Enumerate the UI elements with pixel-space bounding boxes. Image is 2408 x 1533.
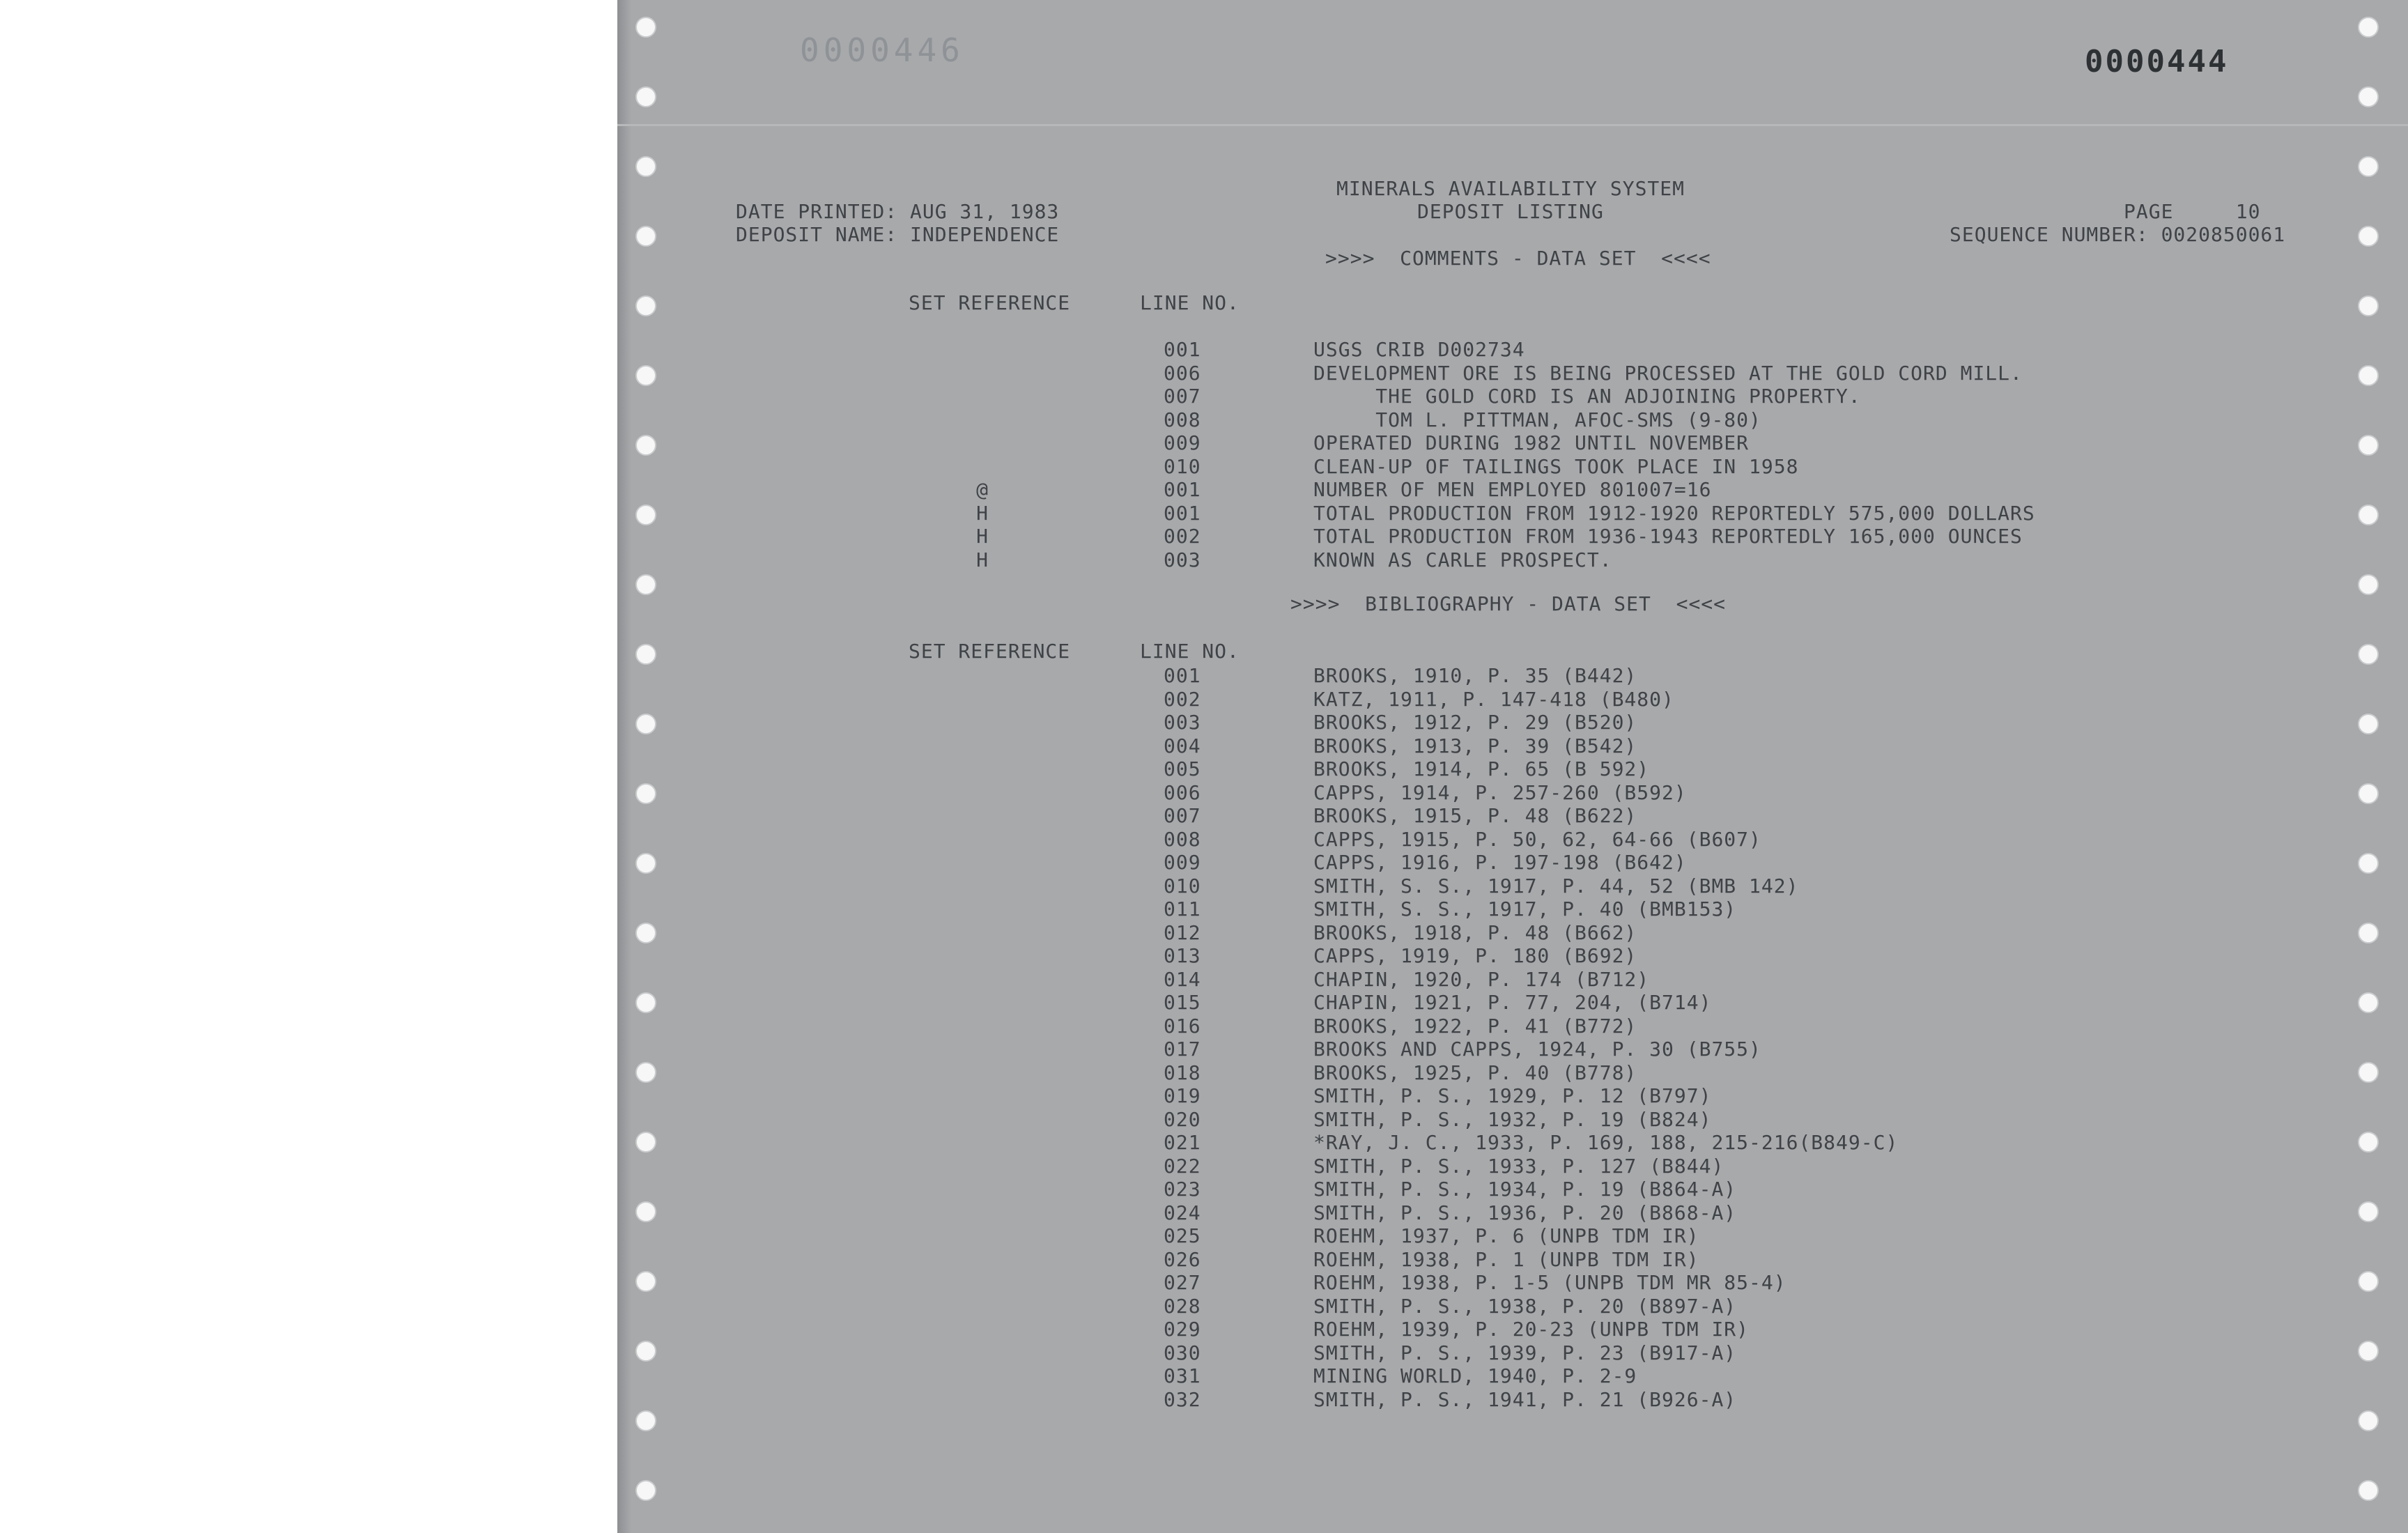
- line-number-cell: 003: [1164, 711, 1201, 734]
- feed-hole: [635, 17, 656, 38]
- comments-section-title: >>>> COMMENTS - DATA SET <<<<: [1325, 247, 1711, 270]
- perforation-line: [617, 124, 2408, 126]
- entry-text-cell: TOM L. PITTMAN, AFOC-SMS (9-80): [1313, 408, 1761, 431]
- entry-text-cell: BROOKS, 1914, P. 65 (B 592): [1313, 757, 1650, 780]
- feed-hole: [2358, 226, 2379, 247]
- table-row: [617, 1061, 2290, 1084]
- entry-text-cell: BROOKS, 1922, P. 41 (B772): [1313, 1014, 1637, 1038]
- entry-text-cell: SMITH, P. S., 1932, P. 19 (B824): [1313, 1107, 1712, 1131]
- table-row: [617, 1201, 2290, 1224]
- table-row: [617, 711, 2290, 734]
- line-number-cell: 015: [1164, 991, 1201, 1014]
- entry-text-cell: BROOKS, 1912, P. 29 (B520): [1313, 711, 1637, 734]
- line-number-cell: 019: [1164, 1084, 1201, 1107]
- entry-text-cell: SMITH, S. S., 1917, P. 44, 52 (BMB 142): [1313, 874, 1799, 898]
- table-row: [617, 688, 2290, 711]
- table-row: [617, 1295, 2290, 1318]
- line-number-cell: 026: [1164, 1247, 1201, 1271]
- line-number-cell: 032: [1164, 1387, 1201, 1411]
- line-number-cell: 022: [1164, 1154, 1201, 1178]
- feed-hole: [2358, 1410, 2379, 1431]
- entry-text-cell: CHAPIN, 1921, P. 77, 204, (B714): [1313, 991, 1712, 1014]
- feed-hole: [2358, 156, 2379, 177]
- feed-hole: [2358, 923, 2379, 943]
- feed-hole: [2358, 504, 2379, 525]
- listing-title: DEPOSIT LISTING: [1417, 200, 1604, 223]
- feed-hole: [2358, 783, 2379, 804]
- feed-hole: [2358, 644, 2379, 665]
- table-row: [617, 991, 2290, 1014]
- line-number-cell: 011: [1164, 898, 1201, 920]
- line-number-cell: 008: [1164, 408, 1201, 431]
- table-row: [617, 1248, 2290, 1271]
- entry-text-cell: ROEHM, 1938, P. 1-5 (UNPB TDM MR 85-4): [1313, 1271, 1786, 1294]
- feed-hole: [2358, 435, 2379, 456]
- bibliography-section-title: >>>> BIBLIOGRAPHY - DATA SET <<<<: [1290, 592, 1727, 615]
- table-row: [617, 734, 2290, 757]
- entry-text-cell: ROEHM, 1939, P. 20-23 (UNPB TDM IR): [1313, 1318, 1750, 1341]
- table-row: [617, 385, 2290, 408]
- feed-hole: [635, 86, 656, 107]
- entry-text-cell: USGS CRIB D002734: [1313, 338, 1525, 361]
- line-number-cell: 005: [1164, 757, 1201, 780]
- entry-text-cell: BROOKS, 1918, P. 48 (B662): [1313, 920, 1637, 944]
- table-row: [617, 1155, 2290, 1178]
- feed-hole: [635, 1410, 656, 1431]
- entry-text-cell: SMITH, P. S., 1934, P. 19 (B864-A): [1313, 1178, 1737, 1201]
- line-number-cell: 008: [1164, 827, 1201, 851]
- entry-text-cell: *RAY, J. C., 1933, P. 169, 188, 215-216(B849-C): [1313, 1131, 1899, 1154]
- table-row: [617, 1271, 2290, 1294]
- feed-hole: [2358, 992, 2379, 1013]
- feed-hole: [2358, 17, 2379, 38]
- line-number-cell: 013: [1164, 944, 1201, 967]
- feed-hole: [635, 156, 656, 177]
- table-row: [617, 1038, 2290, 1061]
- line-number-cell: 006: [1164, 780, 1201, 804]
- line-number-cell: 001: [1164, 501, 1201, 525]
- line-number-cell: 014: [1164, 967, 1201, 991]
- entry-text-cell: CHAPIN, 1920, P. 174 (B712): [1313, 967, 1650, 991]
- line-number-cell: 006: [1164, 361, 1201, 385]
- bibliography-col-set-reference: SET REFERENCE: [909, 640, 1071, 663]
- comments-col-set-reference: SET REFERENCE: [909, 291, 1071, 314]
- entry-text-cell: BROOKS AND CAPPS, 1924, P. 30 (B755): [1313, 1038, 1761, 1061]
- deposit-name: DEPOSIT NAME: INDEPENDENCE: [736, 223, 1060, 246]
- table-row: [617, 1108, 2290, 1131]
- table-row: [617, 478, 2290, 501]
- entry-text-cell: ROEHM, 1938, P. 1 (UNPB TDM IR): [1313, 1247, 1699, 1271]
- printout-sheet: [617, 0, 2408, 1533]
- feed-hole: [2358, 1480, 2379, 1501]
- feed-hole: [635, 644, 656, 665]
- table-row: [617, 1084, 2290, 1107]
- entry-text-cell: SMITH, P. S., 1936, P. 20 (B868-A): [1313, 1201, 1737, 1224]
- entry-text-cell: TOTAL PRODUCTION FROM 1912-1920 REPORTEDLY 575,000 DOLLARS: [1313, 501, 2035, 525]
- feed-hole: [2358, 86, 2379, 107]
- feed-hole: [2358, 714, 2379, 734]
- line-number-cell: 002: [1164, 687, 1201, 711]
- line-number-cell: 018: [1164, 1061, 1201, 1084]
- line-number-cell: 031: [1164, 1364, 1201, 1387]
- table-row: [617, 968, 2290, 991]
- line-number-cell: 001: [1164, 664, 1201, 687]
- table-row: [617, 804, 2290, 827]
- table-row: [617, 757, 2290, 780]
- set-reference-cell: H: [976, 548, 989, 571]
- table-row: [617, 828, 2290, 851]
- comments-col-line-no: LINE NO.: [1140, 291, 1240, 314]
- table-row: [617, 664, 2290, 687]
- date-printed: DATE PRINTED: AUG 31, 1983: [736, 200, 1060, 223]
- entry-text-cell: DEVELOPMENT ORE IS BEING PROCESSED AT THE GOLD CORD MILL.: [1313, 361, 2023, 385]
- entry-text-cell: CLEAN-UP OF TAILINGS TOOK PLACE IN 1958: [1313, 454, 1799, 478]
- entry-text-cell: CAPPS, 1914, P. 257-260 (B592): [1313, 780, 1687, 804]
- table-row: [617, 898, 2290, 920]
- line-number-cell: 009: [1164, 851, 1201, 874]
- feed-hole: [2358, 1201, 2379, 1222]
- entry-text-cell: BROOKS, 1910, P. 35 (B442): [1313, 664, 1637, 687]
- line-number-cell: 028: [1164, 1294, 1201, 1318]
- line-number-cell: 010: [1164, 874, 1201, 898]
- table-row: [617, 431, 2290, 454]
- entry-text-cell: SMITH, P. S., 1939, P. 23 (B917-A): [1313, 1341, 1737, 1364]
- line-number-cell: 027: [1164, 1271, 1201, 1294]
- line-number-cell: 009: [1164, 431, 1201, 454]
- table-row: [617, 1341, 2290, 1364]
- table-row: [617, 1131, 2290, 1154]
- line-number-cell: 007: [1164, 385, 1201, 408]
- table-row: [617, 781, 2290, 804]
- entry-text-cell: SMITH, P. S., 1929, P. 12 (B797): [1313, 1084, 1712, 1107]
- entry-text-cell: KATZ, 1911, P. 147-418 (B480): [1313, 687, 1674, 711]
- feed-hole: [2358, 1271, 2379, 1292]
- feed-hole: [2358, 574, 2379, 595]
- table-row: [617, 548, 2290, 571]
- line-number-cell: 020: [1164, 1107, 1201, 1131]
- bibliography-col-line-no: LINE NO.: [1140, 640, 1240, 663]
- line-number-cell: 012: [1164, 920, 1201, 944]
- sequence-number: SEQUENCE NUMBER: 0020850061: [1950, 223, 2286, 246]
- table-row: [617, 502, 2290, 525]
- line-number-cell: 017: [1164, 1038, 1201, 1061]
- feed-hole: [635, 295, 656, 316]
- system-title: MINERALS AVAILABILITY SYSTEM: [1336, 177, 1685, 200]
- table-row: [617, 455, 2290, 478]
- table-row: [617, 362, 2290, 385]
- line-number-cell: 025: [1164, 1224, 1201, 1247]
- entry-text-cell: CAPPS, 1916, P. 197-198 (B642): [1313, 851, 1687, 874]
- feed-hole: [2358, 365, 2379, 386]
- line-number-cell: 010: [1164, 454, 1201, 478]
- table-row: [617, 525, 2290, 548]
- feed-hole: [635, 1480, 656, 1501]
- table-row: [617, 851, 2290, 874]
- line-number-cell: 001: [1164, 478, 1201, 501]
- table-row: [617, 875, 2290, 898]
- entry-text-cell: SMITH, P. S., 1941, P. 21 (B926-A): [1313, 1387, 1737, 1411]
- faded-page-number: 0000446: [800, 31, 964, 69]
- entry-text-cell: CAPPS, 1919, P. 180 (B692): [1313, 944, 1637, 967]
- line-number-cell: 023: [1164, 1178, 1201, 1201]
- page-number: PAGE 10: [2124, 200, 2261, 223]
- line-number-cell: 024: [1164, 1201, 1201, 1224]
- feed-hole: [635, 226, 656, 247]
- table-row: [617, 408, 2290, 431]
- line-number-cell: 029: [1164, 1318, 1201, 1341]
- entry-text-cell: SMITH, S. S., 1917, P. 40 (BMB153): [1313, 898, 1737, 920]
- feed-hole: [2358, 853, 2379, 874]
- feed-hole: [635, 574, 656, 595]
- entry-text-cell: OPERATED DURING 1982 UNTIL NOVEMBER: [1313, 431, 1750, 454]
- line-number-cell: 003: [1164, 548, 1201, 571]
- entry-text-cell: BROOKS, 1915, P. 48 (B622): [1313, 804, 1637, 827]
- table-row: [617, 1224, 2290, 1247]
- table-row: [617, 1318, 2290, 1341]
- set-reference-cell: H: [976, 501, 989, 525]
- line-number-cell: 004: [1164, 734, 1201, 757]
- entry-text-cell: NUMBER OF MEN EMPLOYED 801007=16: [1313, 478, 1712, 501]
- line-number-cell: 007: [1164, 804, 1201, 827]
- feed-hole: [2358, 1062, 2379, 1083]
- set-reference-cell: H: [976, 525, 989, 548]
- table-row: [617, 1015, 2290, 1038]
- table-row: [617, 1364, 2290, 1387]
- table-row: [617, 944, 2290, 967]
- table-row: [617, 1178, 2290, 1201]
- entry-text-cell: THE GOLD CORD IS AN ADJOINING PROPERTY.: [1313, 385, 1861, 408]
- entry-text-cell: SMITH, P. S., 1933, P. 127 (B844): [1313, 1154, 1724, 1178]
- entry-text-cell: TOTAL PRODUCTION FROM 1936-1943 REPORTEDLY 165,000 OUNCES: [1313, 525, 2023, 548]
- line-number-cell: 016: [1164, 1014, 1201, 1038]
- table-row: [617, 338, 2290, 361]
- line-number-cell: 030: [1164, 1341, 1201, 1364]
- entry-text-cell: MINING WORLD, 1940, P. 2-9: [1313, 1364, 1637, 1387]
- set-reference-cell: @: [976, 478, 989, 501]
- entry-text-cell: BROOKS, 1925, P. 40 (B778): [1313, 1061, 1637, 1084]
- entry-text-cell: KNOWN AS CARLE PROSPECT.: [1313, 548, 1612, 571]
- table-row: [617, 921, 2290, 944]
- feed-hole: [2358, 1341, 2379, 1362]
- entry-text-cell: CAPPS, 1915, P. 50, 62, 64-66 (B607): [1313, 827, 1761, 851]
- feed-hole: [2358, 1132, 2379, 1153]
- entry-text-cell: SMITH, P. S., 1938, P. 20 (B897-A): [1313, 1294, 1737, 1318]
- line-number-cell: 001: [1164, 338, 1201, 361]
- feed-hole: [2358, 295, 2379, 316]
- stamped-page-number: 0000444: [2085, 44, 2229, 79]
- entry-text-cell: BROOKS, 1913, P. 39 (B542): [1313, 734, 1637, 757]
- table-row: [617, 1388, 2290, 1411]
- entry-text-cell: ROEHM, 1937, P. 6 (UNPB TDM IR): [1313, 1224, 1699, 1247]
- line-number-cell: 002: [1164, 525, 1201, 548]
- line-number-cell: 021: [1164, 1131, 1201, 1154]
